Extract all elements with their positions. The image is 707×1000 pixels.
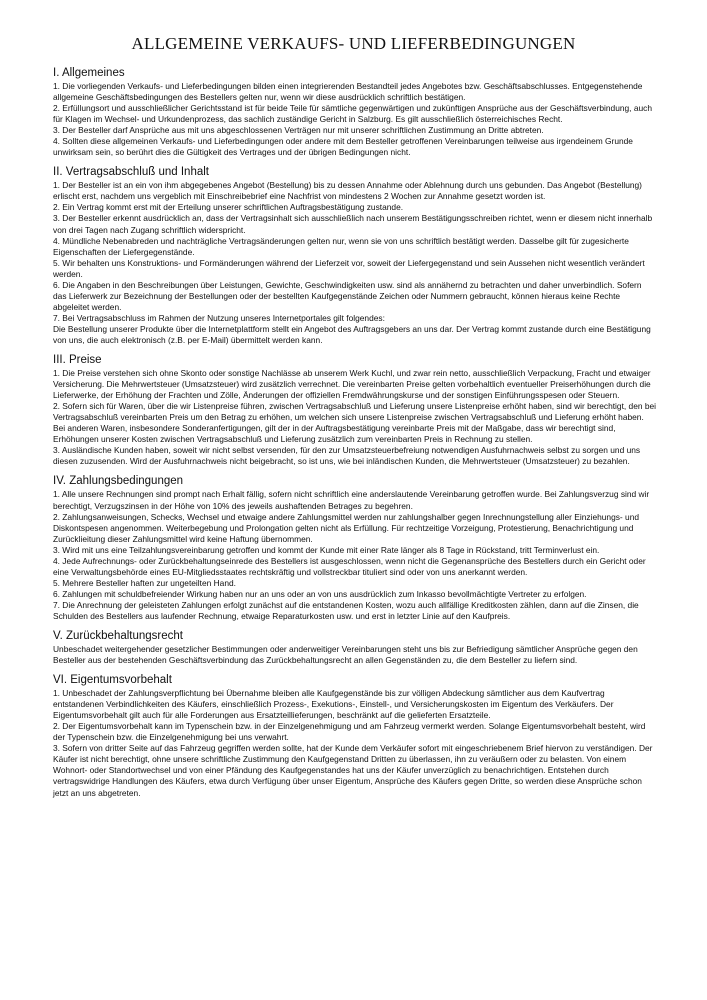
clause-paragraph: 3. Ausländische Kunden haben, soweit wir nicht selbst versenden, für den zur Umsatzsteuerbefreiung notwendigen Ausfuhrnachweis selbst zu sorgen und uns diesen zuzusenden. Wird der Ausfuhrnachweis nicht beigebracht, so ist uns, wie bei inländischen Kunden, die Mehrwertsteuer (Umsatzsteuer) zu bezahlen. xyxy=(53,445,641,467)
clause-paragraph: 3. Wird mit uns eine Teilzahlungsvereinbarung getroffen und kommt der Kunde mit einer Rate länger als 8 Tage in Rückstand, tritt Terminverlust ein. xyxy=(53,544,600,555)
clause-paragraph: 6. Die Angaben in den Beschreibungen über Leistungen, Gewichte, Geschwindigkeiten usw. sind als annähernd zu betrachten und daher unverbindlich. Sofern das Lieferwerk zur Bezeichnung der Bestellungen oder der bestellten Kaufgegenstände Zeichen oder Nummern gebraucht, können hieraus keine Rechte abgeleitet werden. xyxy=(53,279,642,312)
clause-paragraph: Die Bestellung unserer Produkte über die Internetplattform stellt ein Angebot des Auftragsgebers an uns dar. Der Vertrag kommt zustande durch eine Bestätigung von uns, die auch elektronisch (z.B. per E-Mail) übermittelt werden kann. xyxy=(53,323,651,345)
clause-paragraph: 4. Jede Aufrechnungs- oder Zurückbehaltungseinrede des Bestellers ist ausgeschlossen, wenn nicht die Gegenansprüche des Bestellers durch ein Gericht oder eine Verwaltungsbehörde eines EU-Mitgliedsstaates rechtskräftig und vollstreckbar tituliert sind oder von uns anerkannt werden. xyxy=(53,555,646,577)
section xyxy=(53,673,657,798)
clause-paragraph: 7. Bei Vertragsabschluss im Rahmen der Nutzung unseres Internetportales gilt folgendes: xyxy=(53,312,385,323)
clause-paragraph: 2. Erfüllungsort und ausschließlicher Gerichtsstand ist für beide Teile für sämtliche gegenwärtigen und zukünftigen Ansprüche aus der Geschäftsverbindung, auch für Klagen im Wechsel- und Urkundenprozess, das sachlich zuständige Gericht in Salzburg. Es gilt ausschließlich österreichisches Recht. xyxy=(53,103,652,125)
section-heading: VI. Eigentumsvorbehalt xyxy=(53,674,172,687)
clause-paragraph: 5. Wir behalten uns Konstruktions- und Formänderungen während der Lieferzeit vor, soweit der Liefergegenstand und sein Aussehen nicht wesentlich verändert werden. xyxy=(53,257,645,279)
clause-paragraph: 7. Die Anrechnung der geleisteten Zahlungen erfolgt zunächst auf die entstandenen Kosten, wozu auch allfällige Kreditkosten zählen, dann auf die Zinsen, die Schulden des Bestellers aus laufender Rechnung, etwaige Reparaturkosten usw. und erst in letzter Linie auf den Kaufpreis. xyxy=(53,599,639,621)
section xyxy=(53,353,657,467)
clause-paragraph: 3. Der Besteller erkennt ausdrücklich an, dass der Vertragsinhalt sich ausschließlich nach unserem Bestätigungsschreiben richtet, wenn er diesem nicht innerhalb von drei Tagen nach Zugang schriftlich widerspricht. xyxy=(53,213,653,235)
section-heading: I. Allgemeines xyxy=(53,67,125,79)
clause-paragraph: 1. Der Besteller ist an ein von ihm abgegebenes Angebot (Bestellung) bis zu dessen Annahme oder Ablehnung durch uns gebunden. Das Angebot (Bestellung) erlischt erst, nachdem uns vergeblich mit Einschreibebrief eine Nachfrist von mindestens 2 Wochen zur Annahme gesetzt worden ist. xyxy=(53,180,642,202)
clause-paragraph: 6. Zahlungen mit schuldbefreiender Wirkung haben nur an uns oder an von uns ausdrücklich zum Inkasso bevollmächtigte Vertreter zu erfolgen. xyxy=(53,588,587,599)
section-heading: V. Zurückbehaltungsrecht xyxy=(53,630,183,643)
clause-paragraph: 4. Mündliche Nebenabreden und nachträgliche Vertragsänderungen gelten nur, wenn sie von uns schriftlich bestätigt werden. Dasselbe gilt für zugesicherte Eigenschaften der Liefergegenstände. xyxy=(53,235,629,257)
section xyxy=(53,474,657,622)
section xyxy=(53,165,657,346)
document-body xyxy=(53,66,657,806)
section-heading: III. Preise xyxy=(53,354,102,367)
clause-paragraph: 2. Ein Vertrag kommt erst mit der Erteilung unserer schriftlichen Auftragsbestätigung zustande. xyxy=(53,202,404,213)
clause-paragraph: 2. Der Eigentumsvorbehalt kann im Typenschein bzw. in der Einzelgenehmigung und am Fahrzeug vermerkt werden. Solange Eigentumsvorbehalt besteht, wird der Typenschein bzw. die Einzelgenehmigung bei uns verwahrt. xyxy=(53,721,646,743)
clause-paragraph: 3. Sofern von dritter Seite auf das Fahrzeug gegriffen werden sollte, hat der Kunde dem Verkäufer sofort mit eingeschriebenem Brief hiervon zu verständigen. Der Käufer ist nicht berechtigt, ohne unsere schriftliche Zustimmung den Kaufgegenstand Dritten zu überlassen, ihn zu veräußern oder zu belasten. Von einem Wohnort- oder Standortwechsel und von einer Pfändung des Kaufgegenstandes hat uns der Käufer unverzüglich zu benachrichtigen. Entstehen durch vertragswidrige Handlungen des Käufers, etwa durch Verfügung über unser Eigentum, Ansprüche des Käufers gegen Dritte, so werden diese Ansprüche schon jetzt an uns abgetreten. xyxy=(53,743,653,798)
document-title: ALLGEMEINE VERKAUFS- UND LIEFERBEDINGUNGEN xyxy=(131,34,576,53)
clause-paragraph: 1. Unbeschadet der Zahlungsverpflichtung bei Übernahme bleiben alle Kaufgegenstände bis zur völligen Abdeckung sämtlicher aus dem Kaufvertrag entstandenen Verbindlichkeiten des Käufers, einschließlich Prozess-, Exekutions-, Einstell-, und Versicherungskosten im Eigentum des Verkäufers. Der Eigentumsvorbehalt gilt auch für alle Forderungen aus Ersatzteillieferungen, beschränkt auf die gelieferten Ersatzteile. xyxy=(53,688,614,721)
section xyxy=(53,629,657,666)
clause-paragraph: 2. Zahlungsanweisungen, Schecks, Wechsel und etwaige andere Zahlungsmittel werden nur zahlungshalber gegen Inrechnungstellung aller Einziehungs- und Diskontspesen angenommen. Weiterbegebung und Prolongation gelten nicht als Erfüllung. Für rechtzeitige Vorzeigung, Protestierung, Benachrichtigung und Zurücklieitung dieser Zahlungsmittel wird keine Haftung übernommen. xyxy=(53,511,640,544)
clause-paragraph: 3. Der Besteller darf Ansprüche aus mit uns abgeschlossenen Verträgen nur mit unserer schriftlichen Zustimmung an Dritte abtreten. xyxy=(53,125,544,136)
section xyxy=(53,66,657,158)
clause-paragraph: 1. Die vorliegenden Verkaufs- und Lieferbedingungen bilden einen integrierenden Bestandteil jedes Angebotes bzw. Geschäftsabschlusses. Entgegenstehende allgemeine Geschäftsbedingungen des Bestellers gelten nur, wenn wir diese ausdrücklich schriftlich bestätigen. xyxy=(53,81,643,103)
clause-paragraph: 5. Mehrere Besteller haften zur ungeteilten Hand. xyxy=(53,577,236,588)
section-heading: IV. Zahlungsbedingungen xyxy=(53,475,184,488)
clause-paragraph: 1. Die Preise verstehen sich ohne Skonto oder sonstige Nachlässe ab unserem Werk Kuchl, und zwar rein netto, ausschließlich Verpackung, Fracht und etwaiger Versicherung. Die Mehrwertsteuer (Umsatzsteuer) wird zusätzlich verrechnet. Die vereinbarten Preise gelten vorbehaltlich eventueller Preiserhöhungen durch die Lieferwerke, der Erhöhung der Frachten und Zölle, Änderungen der offiziellen Fremdwährungskurse und der sonstigen Einführungsspesen oder Steuern. xyxy=(53,368,651,401)
clause-paragraph: 4. Sollten diese allgemeinen Verkaufs- und Lieferbedingungen oder andere mit dem Besteller getroffenen Vereinbarungen teilweise aus irgendeinem Grunde unwirksam sein, so berührt dies die Gültigkeit des Vertrages und der übrigen Bedingungen nicht. xyxy=(53,136,633,158)
clause-paragraph: 1. Alle unsere Rechnungen sind prompt nach Erhalt fällig, sofern nicht schriftlich eine anderslautende Vereinbarung getroffen wurde. Bei Zahlungsverzug sind wir berechtigt, Verzugszinsen in der Höhe von 10% des jeweils aushaftenden Betrages zu begehren. xyxy=(53,489,650,511)
clause-paragraph: Unbeschadet weitergehender gesetzlicher Bestimmungen oder anderweitiger Vereinbarungen steht uns bis zur Befriedigung sämtlicher Ansprüche gegen den Besteller aus der bestehenden Geschäftsverbindung das Zurückbehaltungsrecht an allen Gegenständen zu, die dem Besteller zu liefern sind. xyxy=(53,644,638,666)
section-heading: II. Vertragsabschluß und Inhalt xyxy=(53,166,209,179)
clause-paragraph: 2. Sofern sich für Waren, über die wir Listenpreise führen, zwischen Vertragsabschluß und Lieferung unsere Listenpreise erhöht haben, sind wir berechtigt, den bei Vertragsabschluß vereinbarten Preis um den Betrag zu erhöhen, um welchen sich unsere Listenpreise zwischen Vertragsabschluß und Lieferung erhöht haben. Bei anderen Waren, insbesondere Sonderanfertigungen, gilt der in der Auftragsbestätigung vereinbarte Preis mit der Maßgabe, dass wir berechtigt sind, Erhöhungen unserer Kosten zwischen Vertragsabschluß und Lieferung zusätzlich zum vereinbarten Preis in Rechnung zu stellen. xyxy=(53,401,657,445)
